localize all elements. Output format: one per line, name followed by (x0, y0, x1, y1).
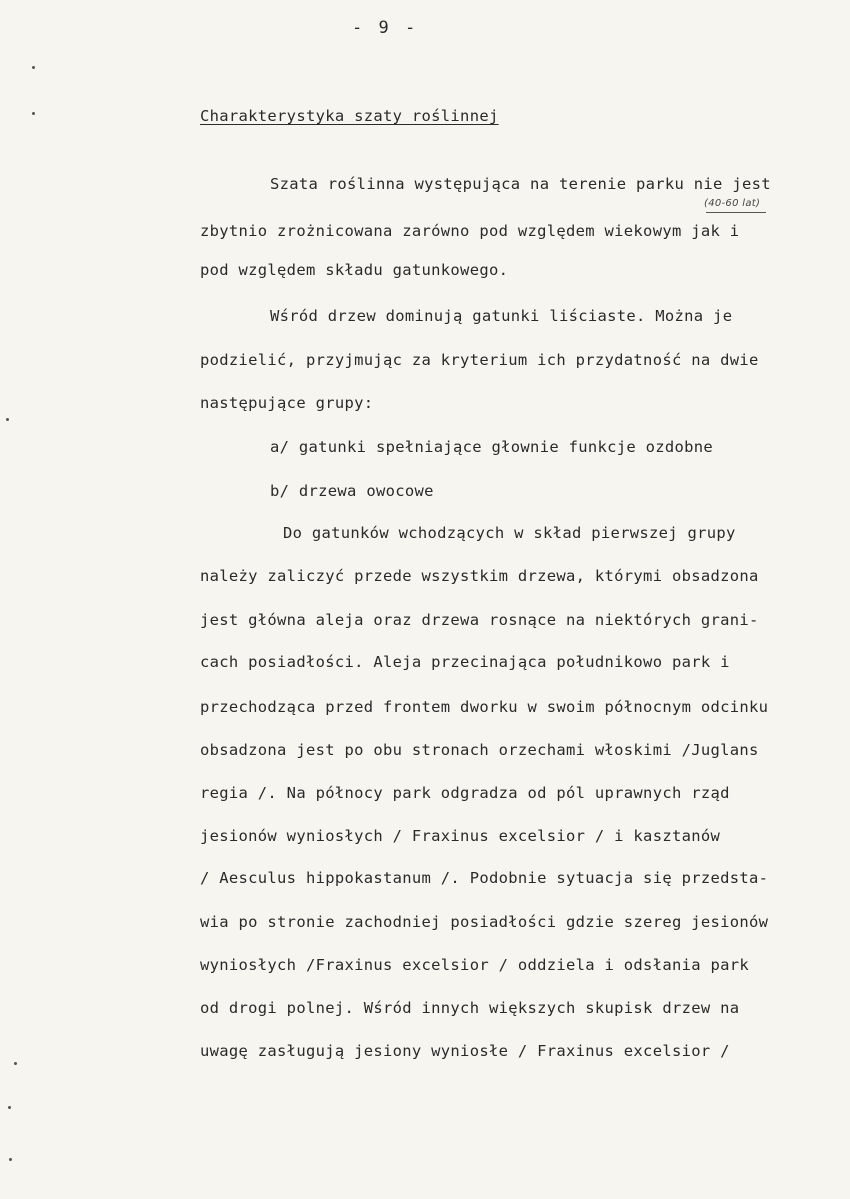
margin-speck (32, 66, 35, 69)
text-line: cach posiadłości. Aleja przecinająca południkowo park i (200, 653, 730, 671)
text-line: podzielić, przyjmując za kryterium ich przydatność na dwie (200, 351, 759, 369)
text-line: następujące grupy: (200, 394, 374, 412)
text-line: wia po stronie zachodniej posiadłości gdzie szereg jesionów (200, 913, 769, 931)
margin-speck (9, 1158, 12, 1161)
text-line: Szata roślinna występująca na terenie parku nie jest (270, 175, 771, 193)
text-line: od drogi polnej. Wśród innych większych skupisk drzew na (200, 999, 740, 1017)
text-line: przechodząca przed frontem dworku w swoim północnym odcinku (200, 698, 769, 716)
text-line: Do gatunków wchodzących w skład pierwszej grupy (283, 524, 736, 542)
list-item: b/ drzewa owocowe (270, 482, 434, 500)
margin-speck (14, 1062, 17, 1065)
text-line: pod względem składu gatunkowego. (200, 261, 509, 279)
text-line: regia /. Na północy park odgradza od pól uprawnych rząd (200, 784, 730, 802)
margin-speck (8, 1106, 11, 1109)
text-line: / Aesculus hippokastanum /. Podobnie sytuacja się przedsta- (200, 869, 769, 887)
margin-speck (32, 112, 35, 115)
list-item: a/ gatunki spełniające głownie funkcje ozdobne (270, 438, 714, 456)
text-line: uwagę zasługują jesiony wyniosłe / Fraxinus excelsior / (200, 1042, 730, 1060)
text-line: jest główna aleja oraz drzewa rosnące na niektórych grani- (200, 611, 759, 629)
page-number: - 9 - (352, 18, 419, 38)
text-line: obsadzona jest po obu stronach orzechami włoskimi /Juglans (200, 741, 759, 759)
section-heading: Charakterystyka szaty roślinnej (200, 107, 499, 125)
text-line: należy zaliczyć przede wszystkim drzewa, którymi obsadzona (200, 567, 759, 585)
text-line: wyniosłych /Fraxinus excelsior / oddziela i odsłania park (200, 956, 750, 974)
handwritten-note-bracket (706, 212, 766, 213)
text-line: jesionów wyniosłych / Fraxinus excelsior / i kasztanów (200, 827, 721, 845)
text-line: zbytnio zrożnicowana zarówno pod względem wiekowym jak i (200, 222, 740, 240)
margin-speck (6, 418, 9, 421)
text-line: Wśród drzew dominują gatunki liściaste. Można je (270, 307, 733, 325)
handwritten-note: (40-60 lat) (704, 198, 761, 209)
